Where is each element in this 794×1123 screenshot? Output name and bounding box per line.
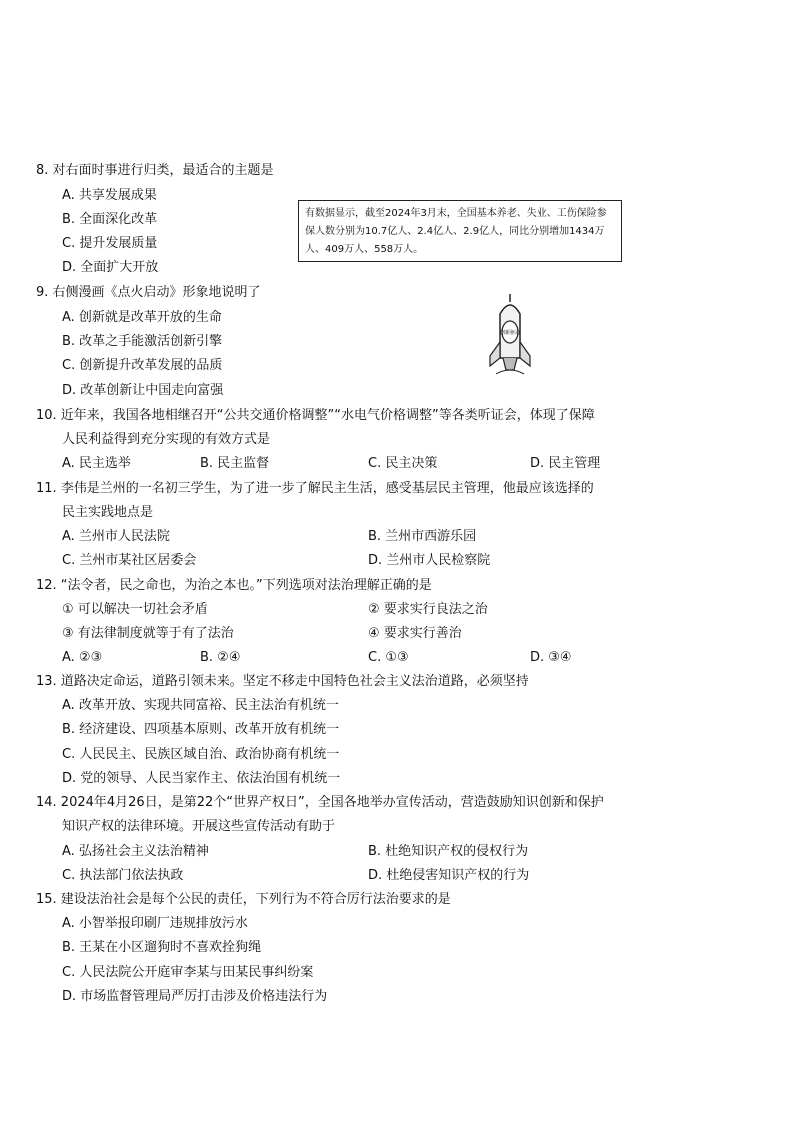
q8-option-b: B. 全面深化改革 xyxy=(62,212,158,227)
q14-option-b: B. 杜绝知识产权的侵权行为 xyxy=(368,844,529,859)
q13-option-a: A. 改革开放、实现共同富裕、民主法治有机统一 xyxy=(62,698,339,713)
q11-option-a: A. 兰州市人民法院 xyxy=(62,529,170,544)
q14-stem-cont: 知识产权的法律环境。开展这些宣传活动有助于 xyxy=(62,819,336,834)
q15-option-d: D. 市场监督管理局严厉打击涉及价格违法行为 xyxy=(62,989,328,1004)
q8-option-c: C. 提升发展质量 xyxy=(62,236,158,251)
q14-option-c: C. 执法部门依法执政 xyxy=(62,868,184,883)
q13-option-d: D. 党的领导、人民当家作主、依法治国有机统一 xyxy=(62,771,341,786)
q14-option-d: D. 杜绝侵害知识产权的行为 xyxy=(368,868,530,883)
q9-option-a: A. 创新就是改革开放的生命 xyxy=(62,310,222,325)
q10-stem-cont: 人民利益得到充分实现的有效方式是 xyxy=(62,432,271,447)
q10-option-c: C. 民主决策 xyxy=(368,456,438,471)
q10-stem: 10. 近年来，我国各地相继召开“公共交通价格调整”“水电气价格调整”等各类听证会，体现了保障 xyxy=(36,408,595,423)
q15-stem: 15. 建设法治社会是每个公民的责任，下列行为不符合厉行法治要求的是 xyxy=(36,892,451,907)
cartoon-label: 创新驱动 xyxy=(499,330,521,336)
q14-stem: 14. 2024年4月26日，是第22个“世界产权日”，全国各地举办宣传活动，营造鼓励知识创新和保护 xyxy=(36,795,604,810)
q9-option-d: D. 改革创新让中国走向富强 xyxy=(62,383,224,398)
q12-item-4: ④ 要求实行善治 xyxy=(368,626,462,641)
q12-option-a: A. ②③ xyxy=(62,650,103,665)
q10-option-d: D. 民主管理 xyxy=(530,456,601,471)
q14-option-a: A. 弘扬社会主义法治精神 xyxy=(62,844,209,859)
q13-stem: 13. 道路决定命运，道路引领未来。坚定不移走中国特色社会主义法治道路，必须坚持 xyxy=(36,674,529,689)
q11-stem-cont: 民主实践地点是 xyxy=(62,505,154,520)
q11-stem: 11. 李伟是兰州的一名初三学生，为了进一步了解民主生活，感受基层民主管理，他最应该选择的 xyxy=(36,481,594,496)
q8-news-box: 有数据显示，截至2024年3月末，全国基本养老、失业、工伤保险参保人数分别为10.7亿人、2.4亿人、2.9亿人，同比分别增加1434万人、409万人、558万人。 xyxy=(298,200,622,262)
rocket-cartoon-icon xyxy=(482,292,538,382)
q12-item-3: ③ 有法律制度就等于有了法治 xyxy=(62,626,234,641)
q11-option-c: C. 兰州市某社区居委会 xyxy=(62,553,197,568)
q13-option-c: C. 人民民主、民族区域自治、政治协商有机统一 xyxy=(62,747,340,762)
q8-option-a: A. 共享发展成果 xyxy=(62,188,157,203)
q9-option-b: B. 改革之手能激活创新引擎 xyxy=(62,334,223,349)
q12-option-b: B. ②④ xyxy=(200,650,241,665)
q15-option-b: B. 王某在小区遛狗时不喜欢拴狗绳 xyxy=(62,940,262,955)
q12-item-2: ② 要求实行良法之治 xyxy=(368,602,488,617)
q13-option-b: B. 经济建设、四项基本原则、改革开放有机统一 xyxy=(62,722,340,737)
q8-stem: 8. 对右面时事进行归类，最适合的主题是 xyxy=(36,163,274,178)
q15-option-a: A. 小智举报印刷厂违规排放污水 xyxy=(62,916,248,931)
q12-option-c: C. ①③ xyxy=(368,650,409,665)
q11-option-b: B. 兰州市西游乐园 xyxy=(368,529,477,544)
q11-option-d: D. 兰州市人民检察院 xyxy=(368,553,491,568)
q10-option-a: A. 民主选举 xyxy=(62,456,131,471)
q12-option-d: D. ③④ xyxy=(530,650,572,665)
q10-option-b: B. 民主监督 xyxy=(200,456,270,471)
q8-option-d: D. 全面扩大开放 xyxy=(62,260,159,275)
q12-item-1: ① 可以解决一切社会矛盾 xyxy=(62,602,208,617)
q9-option-c: C. 创新提升改革发展的品质 xyxy=(62,358,223,373)
q9-stem: 9. 右侧漫画《点火启动》形象地说明了 xyxy=(36,285,261,300)
q15-option-c: C. 人民法院公开庭审李某与田某民事纠纷案 xyxy=(62,965,314,980)
q12-stem: 12. “法令者，民之命也，为治之本也。”下列选项对法治理解正确的是 xyxy=(36,578,432,593)
